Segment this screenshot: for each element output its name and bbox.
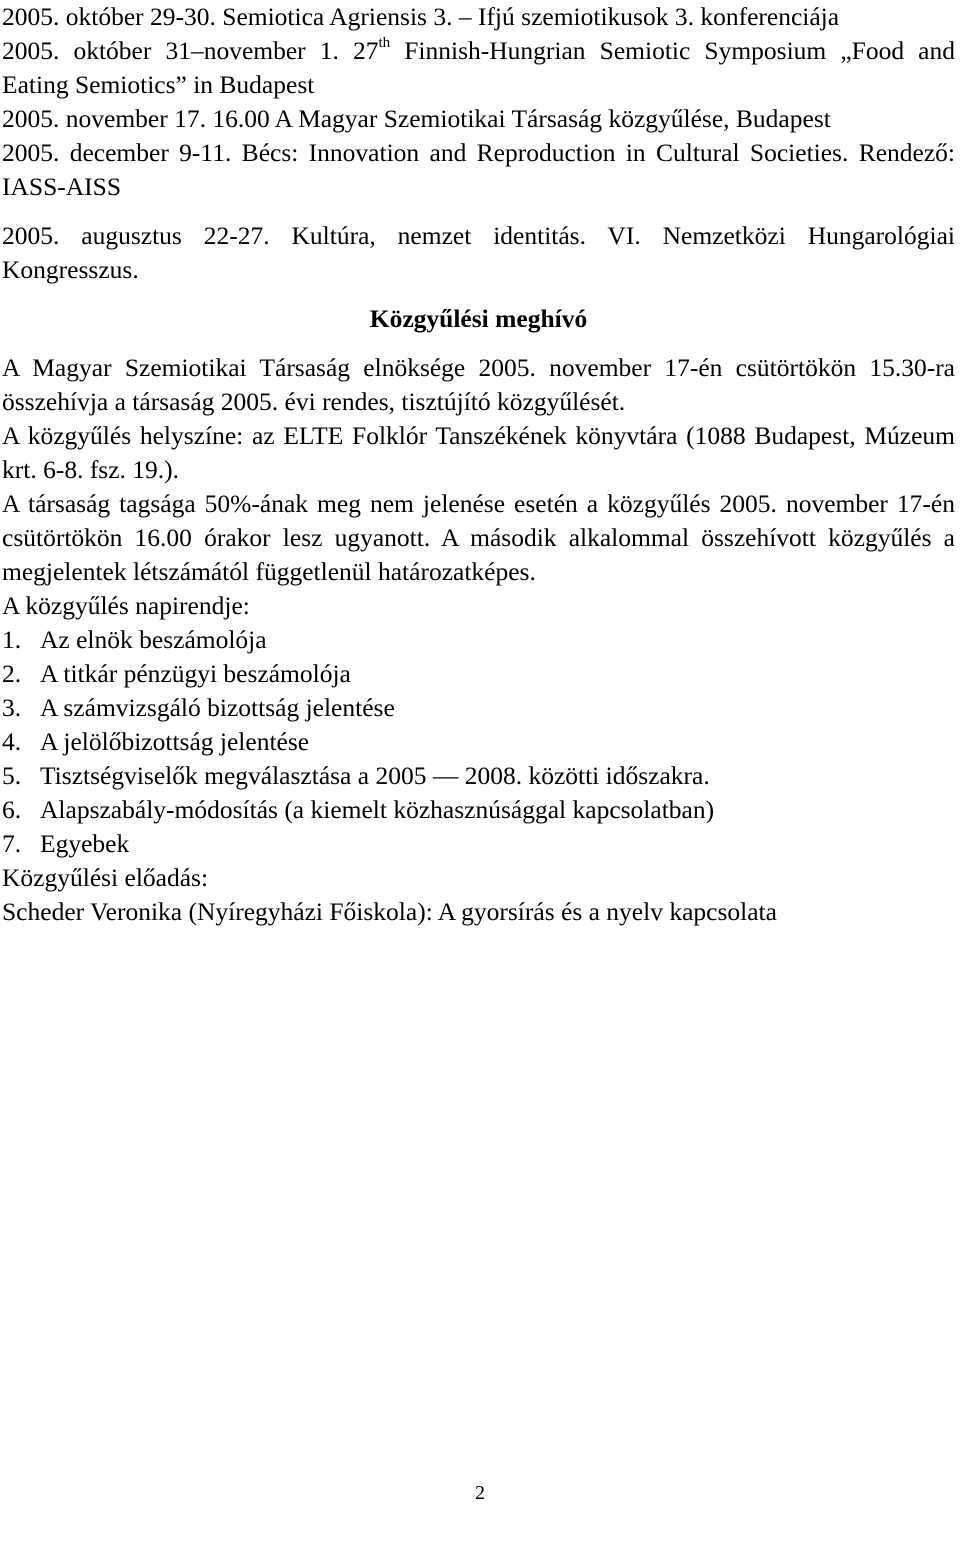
agenda-item-number: 7. <box>2 829 22 858</box>
spacer <box>2 204 955 219</box>
agenda-item-number: 5. <box>2 761 22 790</box>
invitation-paragraph: A Magyar Szemiotikai Társaság elnöksége 2005. november 17-én csütörtökön 15.30-ra összehívja a társaság 2005. évi rendes, tisztújító közgyűlését. <box>2 353 955 416</box>
agenda-item <box>2 691 955 725</box>
event-entry-text: 2005. október 31–november 1. 27 <box>2 36 379 65</box>
agenda-item-text: A jelölőbizottság jelentése <box>40 727 310 756</box>
agenda-item-text: A számvizsgáló bizottság jelentése <box>40 693 395 722</box>
spacer <box>2 336 955 351</box>
agenda-item-text: A titkár pénzügyi beszámolója <box>40 659 351 688</box>
agenda-item-number: 1. <box>2 625 22 654</box>
agenda-item <box>2 725 955 759</box>
agenda-item-number: 6. <box>2 795 22 824</box>
event-entry: 2005. október 29-30. Semiotica Agriensis 3. – Ifjú szemiotikusok 3. konferenciája <box>2 2 840 31</box>
spacer <box>2 287 955 302</box>
agenda-item <box>2 827 955 861</box>
agenda-item-text: Egyebek <box>40 829 130 858</box>
document-page <box>2 0 955 929</box>
agenda-item-text: Az elnök beszámolója <box>40 625 267 654</box>
agenda-item-number: 4. <box>2 727 22 756</box>
event-entry: 2005. november 17. 16.00 A Magyar Szemiotikai Társaság közgyűlése, Budapest <box>2 104 831 133</box>
lecture-text: Scheder Veronika (Nyíregyházi Főiskola): A gyorsírás és a nyelv kapcsolata <box>2 897 777 926</box>
event-entry-text: Finnish-Hungrian Semiotic Symposium „Food and Eating Semiotics” in Budapest <box>2 36 955 99</box>
agenda-item <box>2 657 955 691</box>
agenda-item-text: Alapszabály-módosítás (a kiemelt közhasznúsággal kapcsolatban) <box>40 795 715 824</box>
agenda-item-number: 3. <box>2 693 22 722</box>
invitation-heading: Közgyűlési meghívó <box>369 304 588 333</box>
agenda-item-text: Tisztségviselők megválasztása a 2005 — 2008. közötti időszakra. <box>40 761 710 790</box>
ordinal-superscript: th <box>378 34 391 51</box>
page-number: 2 <box>475 1482 485 1504</box>
venue-paragraph: A közgyűlés helyszíne: az ELTE Folklór Tanszékének könyvtára (1088 Budapest, Múzeum krt. 6-8. fsz. 19.). <box>2 421 955 484</box>
agenda-item <box>2 623 955 657</box>
quorum-paragraph: A társaság tagsága 50%-ának meg nem jelenése esetén a közgyűlés 2005. november 17-én csütörtökön 16.00 órakor lesz ugyanott. A második alkalommal összehívott közgyűlés a megjelentek létszámától függetlenül határozatképes. <box>2 489 955 586</box>
agenda-list <box>2 623 955 861</box>
event-entry <box>2 34 955 102</box>
agenda-item-number: 2. <box>2 659 22 688</box>
event-entry: 2005. augusztus 22-27. Kultúra, nemzet identitás. VI. Nemzetközi Hungarológiai Kongresszus. <box>2 221 955 284</box>
agenda-title: A közgyűlés napirendje: <box>2 591 250 620</box>
event-entry: 2005. december 9-11. Bécs: Innovation and Reproduction in Cultural Societies. Rendező: IASS-AISS <box>2 138 955 201</box>
agenda-item <box>2 759 955 793</box>
lecture-title: Közgyűlési előadás: <box>2 863 209 892</box>
agenda-item <box>2 793 955 827</box>
